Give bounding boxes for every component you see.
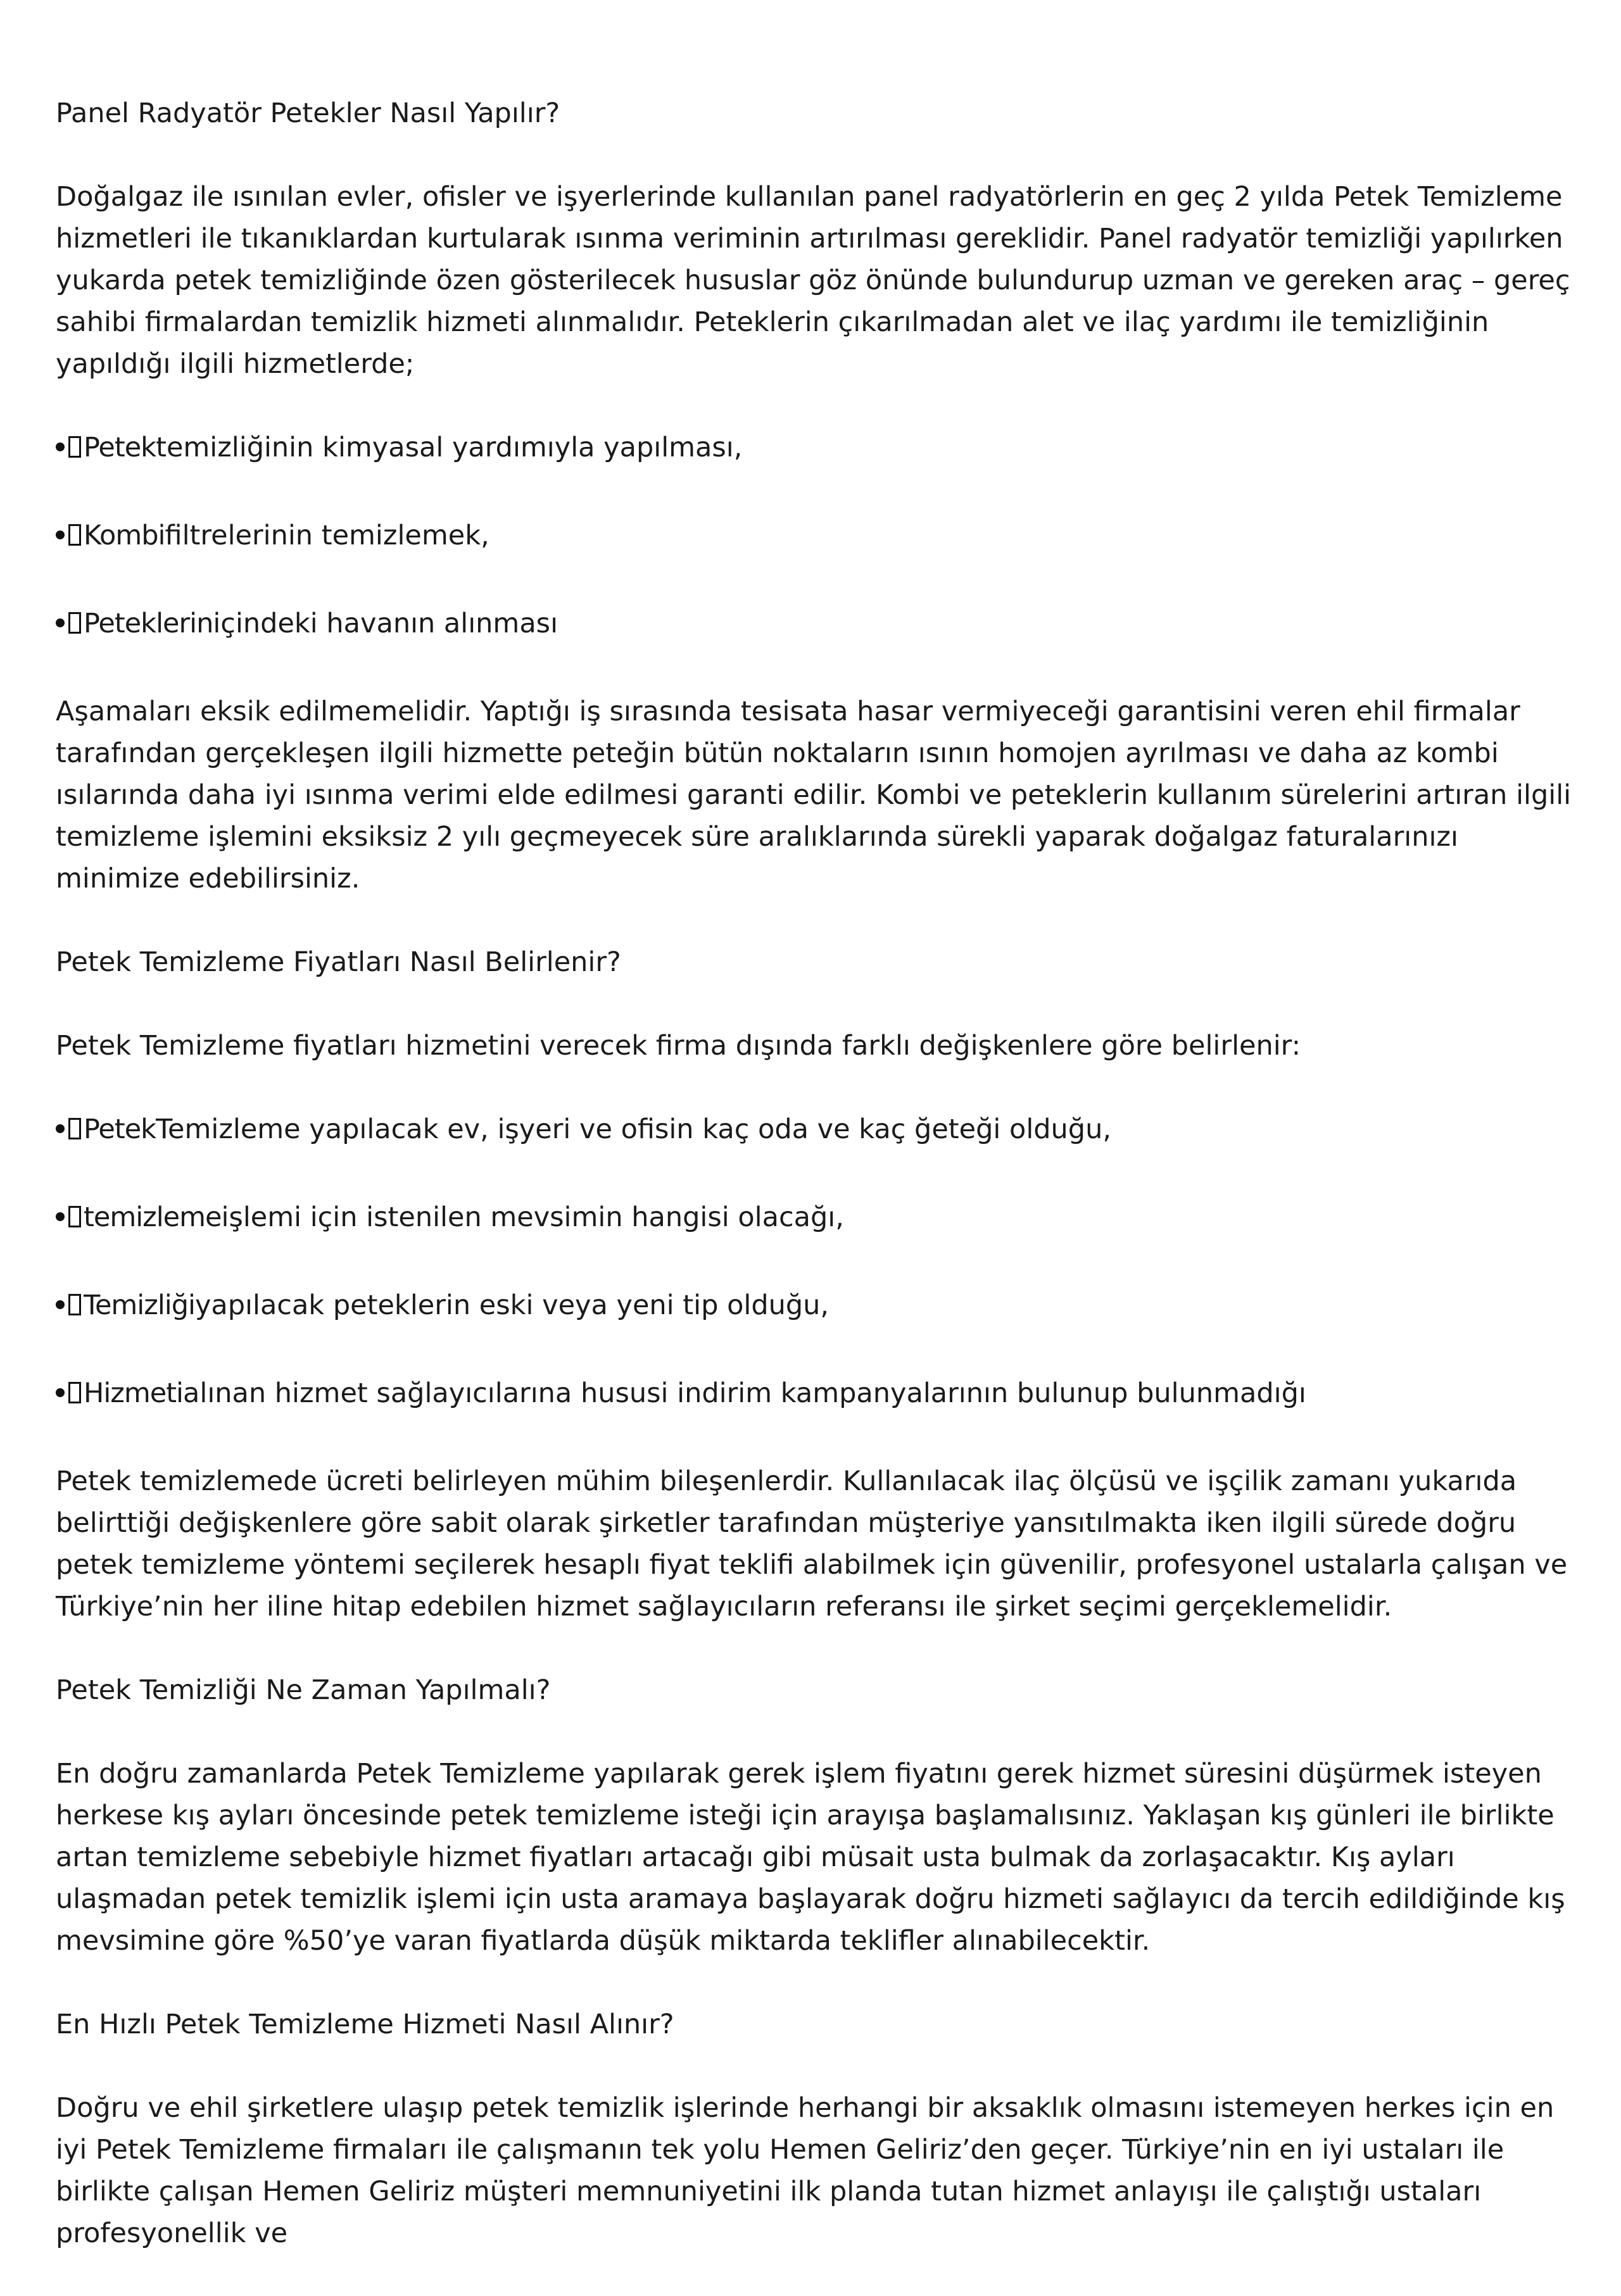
section-heading: Petek Temizliği Ne Zaman Yapılmalı?	[56, 1674, 551, 1706]
bullet-icon	[56, 618, 65, 627]
list-item: temizlemeişlemi için istenilen mevsimin hangisi olacağı,	[56, 1196, 1575, 1238]
missing-glyph-icon	[68, 1118, 81, 1139]
paragraph: Aşamaları eksik edilmemelidir. Yaptığı iş sırasında tesisata hasar vermiyeceği garantisini veren ehil firmalar tarafından gerçekleşen ilgili hizmette peteğin bütün noktaların ısının homojen ayrılması ve daha az kombi ısılarında daha iyi ısınma verimi elde edilmesi garanti edilir. Kombi ve peteklerin kullanım sürelerini artıran ilgili temizleme işlemini eksiksiz 2 yılı geçmeyecek süre aralıklarında sürekli yaparak doğalgaz faturalarınızı minimize edebilirsiniz.	[56, 696, 1572, 894]
missing-glyph-icon	[68, 1206, 81, 1227]
section-heading: En Hızlı Petek Temizleme Hizmeti Nasıl Alınır?	[56, 2009, 674, 2040]
bullet-icon	[56, 1212, 65, 1221]
missing-glyph-icon	[68, 612, 81, 634]
paragraph: En doğru zamanlarda Petek Temizleme yapılarak gerek işlem fiyatını gerek hizmet süresini düşürmek isteyen herkese kış ayları öncesinde petek temizleme isteği için arayışa başlamalısınız. Yaklaşan kış günleri ile birlikte artan temizleme sebebiyle hizmet fiyatları artacağı gibi müsait usta bulmak da zorlaşacaktır. Kış ayları ulaşmadan petek temizlik işlemi için usta aramaya başlayarak doğru hizmeti sağlayıcı da tercih edildiğinde kış mevsimine göre %50’ye varan fiyatlarda düşük miktarda teklifler alınabilecektir.	[56, 1758, 1565, 1957]
list-item: Temizliğiyapılacak peteklerin eski veya yeni tip olduğu,	[56, 1284, 1575, 1326]
bullet-icon	[56, 1300, 65, 1309]
paragraph: Doğalgaz ile ısınılan evler, ofisler ve işyerlerinde kullanılan panel radyatörlerin en geç 2 yılda Petek Temizleme hizmetleri ile tıkanıklardan kurtularak ısınma veriminin artırılması gereklidir. Panel radyatör temizliği yapılırken yukarda petek temizliğinde özen gösterilecek hususlar göz önünde bulundurup uzman ve gereken araç – gereç sahibi firmalardan temizlik hizmeti alınmalıdır. Peteklerin çıkarılmadan alet ve ilaç yardımı ile temizliğinin yapıldığı ilgili hizmetlerde;	[56, 181, 1570, 380]
list-item: Kombifiltrelerinin temizlemek,	[56, 515, 1575, 556]
missing-glyph-icon	[68, 524, 81, 546]
section-heading: Petek Temizleme Fiyatları Nasıl Belirlenir?	[56, 946, 621, 978]
list-item: PetekTemizleme yapılacak ev, işyeri ve ofisin kaç oda ve kaç ğeteği olduğu,	[56, 1108, 1575, 1150]
paragraph: Doğru ve ehil şirketlere ulaşıp petek temizlik işlerinde herhangi bir aksaklık olmasını istemeyen herkes için en iyi Petek Temizleme firmaları ile çalışmanın tek yolu Hemen Geliriz’den geçer. Türkiye’nin en iyi ustaları ile birlikte çalışan Hemen Geliriz müşteri memnuniyetini ilk planda tutan hizmet anlayışı ile çalıştığı ustaları profesyonellik ve	[56, 2092, 1555, 2249]
missing-glyph-icon	[68, 1382, 81, 1403]
bullet-icon	[56, 1124, 65, 1133]
list-item: Petektemizliğinin kimyasal yardımıyla yapılması,	[56, 427, 1575, 468]
document-page	[56, 92, 1575, 2296]
list-item: Petekleriniçindeki havanın alınması	[56, 603, 1575, 644]
list-item: Hizmetialınan hizmet sağlayıcılarına hususi indirim kampanyalarının bulunup bulunmadığı	[56, 1372, 1575, 1414]
bullet-icon	[56, 442, 65, 451]
bullet-icon	[56, 1388, 65, 1397]
bullet-icon	[56, 530, 65, 539]
paragraph: Petek temizlemede ücreti belirleyen mühim bileşenlerdir. Kullanılacak ilaç ölçüsü ve işçilik zamanı yukarıda belirttiği değişkenlere göre sabit olarak şirketler tarafından müşteriye yansıtılmakta iken ilgili sürede doğru petek temizleme yöntemi seçilerek hesaplı fiyat teklifi alabilmek için güvenilir, profesyonel ustalarla çalışan ve Türkiye’nin her iline hitap edebilen hizmet sağlayıcıların referansı ile şirket seçimi gerçeklemelidir.	[56, 1465, 1568, 1622]
section-heading: Panel Radyatör Petekler Nasıl Yapılır?	[56, 97, 560, 129]
paragraph: Petek Temizleme fiyatları hizmetini verecek firma dışında farklı değişkenlere göre belirlenir:	[56, 1030, 1301, 1062]
missing-glyph-icon	[68, 436, 81, 458]
missing-glyph-icon	[68, 1294, 81, 1315]
